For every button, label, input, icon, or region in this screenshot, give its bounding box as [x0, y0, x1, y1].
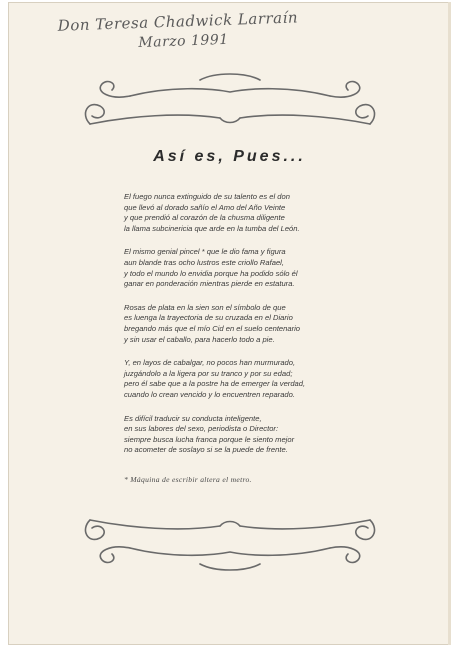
page-edge — [448, 2, 451, 645]
bottom-ornament — [70, 508, 390, 578]
verse-line: Rosas de plata en la sien son el símbolo de que — [124, 302, 286, 312]
stanza-1 — [124, 192, 364, 234]
stanza-3 — [124, 303, 364, 345]
top-ornament — [70, 66, 390, 136]
verse-line: no acometer de soslayo si se la puede de frente. — [124, 445, 288, 455]
stanza-4 — [124, 358, 364, 400]
verse-line: Y, en layos de cabalgar, no pocos han murmurado, — [124, 358, 296, 368]
verse-line: cuando lo crean vencido y lo encuentren reparado. — [124, 389, 295, 399]
poem-title: Así es, Pues... — [153, 148, 306, 165]
verse-line: juzgándolo a la ligera por su tranco y por su edad; — [124, 368, 293, 378]
verse-line: es luenga la trayectoria de su cruzada en el Diario — [124, 313, 293, 323]
verse-line: siempre busca lucha franca porque le siento mejor — [124, 434, 295, 444]
verse-line: y que prendió al corazón de la chusma diligente — [124, 213, 285, 223]
verse-line: El fuego nunca extinguido de su talento es el don — [124, 192, 290, 201]
handwritten-line-2: Marzo 1991 — [138, 31, 229, 51]
verse-line: El mismo genial pincel * que le dio fama y figura — [124, 247, 286, 257]
stanza-5 — [124, 414, 364, 456]
verse-line: en sus labores del sexo, periodista o Director: — [124, 424, 279, 434]
stanza-2 — [124, 247, 364, 289]
verse-line: aun blande tras ocho lustros este criollo Rafael, — [124, 257, 284, 267]
poem-body — [124, 192, 364, 469]
verse-line: que llevó al dorado sañío el Amo del Año Veinte — [124, 202, 286, 212]
verse-line: pero él sabe que a la postre ha de emerger la verdad, — [124, 379, 306, 389]
footnote: * Máquina de escribir altera el metro. — [124, 475, 252, 484]
verse-line: y todo el mundo lo envidia porque ha podido sólo él — [124, 268, 298, 278]
verse-line: la llama subcinericia que arde en la tumba del León. — [124, 223, 300, 233]
verse-line: ganar en ponderación mientras pierde en estatura. — [124, 279, 295, 289]
verse-line: y sin usar el caballo, para hacerlo todo a pie. — [124, 334, 275, 344]
verse-line: bregando más que el mío Cid en el suelo centenario — [124, 323, 301, 333]
verse-line: Es difícil traducir su conducta inteligente, — [124, 413, 262, 423]
handwritten-line-1: Don Teresa Chadwick Larraín — [57, 8, 299, 35]
